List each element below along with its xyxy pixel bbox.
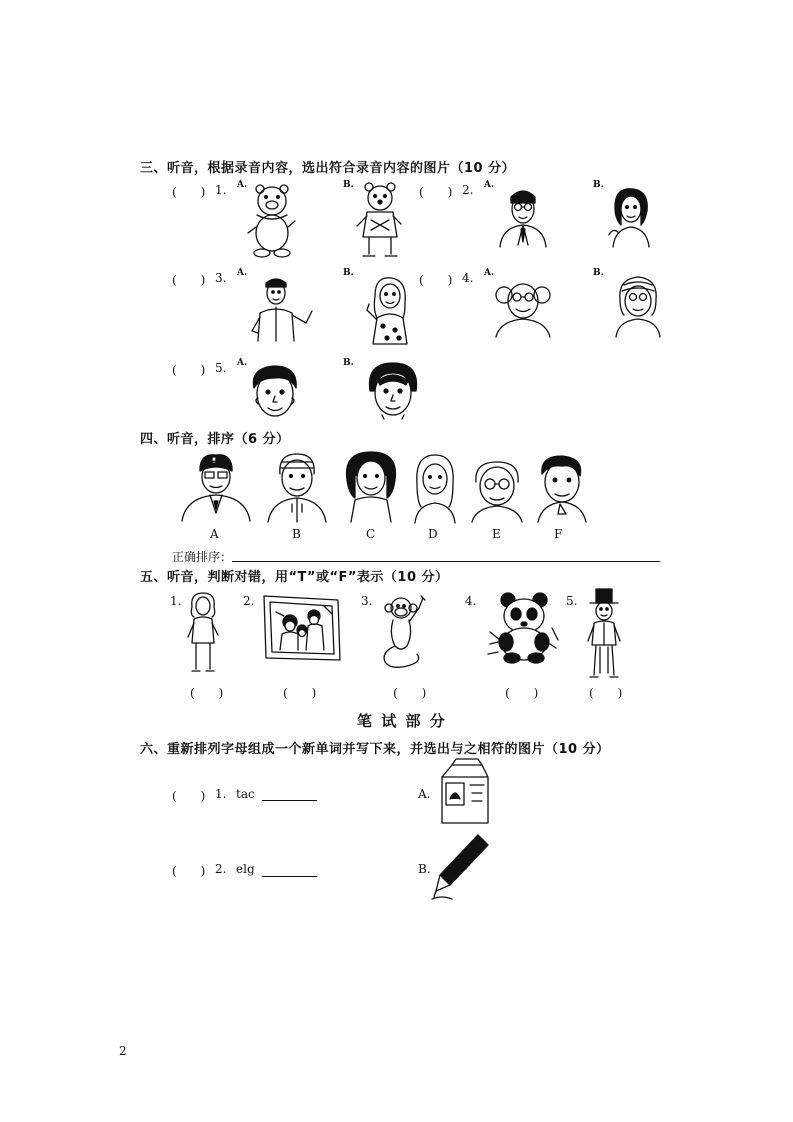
correct-order-label: 正确排序： (172, 550, 233, 564)
doctor-icon[interactable] (180, 453, 250, 521)
monkey-icon[interactable] (377, 594, 433, 670)
answer-bracket[interactable]: ( ) (419, 185, 453, 199)
magician-icon[interactable] (584, 589, 624, 681)
written-part-heading: 笔 试 部 分 (357, 712, 447, 730)
option-b-label: B. (343, 180, 354, 190)
option-a-label: A. (237, 180, 248, 190)
item-number: 1. (215, 183, 227, 197)
order-label-d: D (428, 527, 438, 541)
teddy-bear-icon[interactable] (355, 182, 405, 260)
answer-bracket[interactable]: ( ) (172, 363, 206, 377)
tf-bracket[interactable]: ( ) (393, 686, 427, 700)
item-number: 2. (462, 183, 474, 197)
item-number: 1. (170, 594, 182, 608)
scrambled-word: elg (236, 862, 255, 876)
grandma-icon[interactable] (612, 275, 664, 337)
item-number: 2. (215, 862, 227, 876)
teacher-icon[interactable] (186, 593, 220, 673)
item-number: 4. (465, 594, 477, 608)
option-b-label: B. (593, 268, 604, 278)
scrambled-word: tac (236, 787, 255, 801)
option-b-label: B. (343, 268, 354, 278)
woman-icon[interactable] (607, 187, 655, 249)
option-b-label: B. (343, 358, 354, 368)
order-label-e: E (492, 527, 501, 541)
old-man-icon[interactable] (266, 452, 328, 522)
item-number: 5. (566, 594, 578, 608)
order-label-f: F (554, 527, 563, 541)
word-answer-line[interactable] (262, 800, 317, 801)
option-b-label: B. (418, 862, 431, 876)
woman-long-hair-icon[interactable] (411, 453, 459, 523)
order-label-a: A (210, 527, 219, 541)
answer-bracket[interactable]: ( ) (172, 789, 206, 803)
grandpa-icon[interactable] (492, 277, 554, 337)
pen-icon[interactable] (432, 833, 490, 903)
tf-bracket[interactable]: ( ) (190, 686, 224, 700)
answer-bracket[interactable]: ( ) (172, 864, 206, 878)
order-label-c: C (366, 527, 376, 541)
grandpa-glasses-icon[interactable] (468, 460, 526, 522)
order-label-b: B (292, 527, 301, 541)
boy-icon[interactable] (534, 454, 590, 522)
answer-line[interactable] (232, 561, 660, 562)
boy-face-icon[interactable] (250, 364, 300, 422)
option-a-label: A. (237, 268, 248, 278)
option-b-label: B. (593, 180, 604, 190)
family-photo-icon[interactable] (262, 592, 342, 664)
girl-icon[interactable] (365, 274, 413, 348)
tf-bracket[interactable]: ( ) (505, 686, 539, 700)
milk-carton-icon[interactable] (438, 759, 492, 827)
word-answer-line[interactable] (262, 876, 317, 877)
item-number: 3. (215, 271, 227, 285)
bear-icon[interactable] (245, 183, 300, 258)
item-number: 1. (215, 787, 227, 801)
item-number: 2. (243, 594, 255, 608)
tf-bracket[interactable]: ( ) (589, 686, 623, 700)
option-a-label: A. (418, 787, 431, 801)
item-number: 4. (462, 271, 474, 285)
option-a-label: A. (237, 358, 248, 368)
section5-title: 五、听音，判断对错，用“T”或“F”表示（10 分） (140, 570, 449, 585)
item-number: 3. (361, 594, 373, 608)
boy-pointing-icon[interactable] (248, 275, 318, 343)
woman-curly-icon[interactable] (343, 450, 399, 522)
option-a-label: A. (484, 268, 495, 278)
panda-icon[interactable] (486, 592, 562, 664)
page-number: 2 (119, 1044, 127, 1058)
option-a-label: A. (484, 180, 495, 190)
man-glasses-icon[interactable] (498, 187, 548, 249)
section6-title: 六、重新排列字母组成一个新单词并写下来，并选出与之相符的图片（10 分） (140, 742, 610, 757)
answer-bracket[interactable]: ( ) (172, 273, 206, 287)
item-number: 5. (215, 361, 227, 375)
tf-bracket[interactable]: ( ) (283, 686, 317, 700)
answer-bracket[interactable]: ( ) (172, 185, 206, 199)
girl-face-icon[interactable] (366, 361, 420, 421)
section4-title: 四、听音，排序（6 分） (140, 432, 290, 447)
answer-bracket[interactable]: ( ) (419, 273, 453, 287)
section3-title: 三、听音，根据录音内容，选出符合录音内容的图片（10 分） (140, 161, 516, 176)
